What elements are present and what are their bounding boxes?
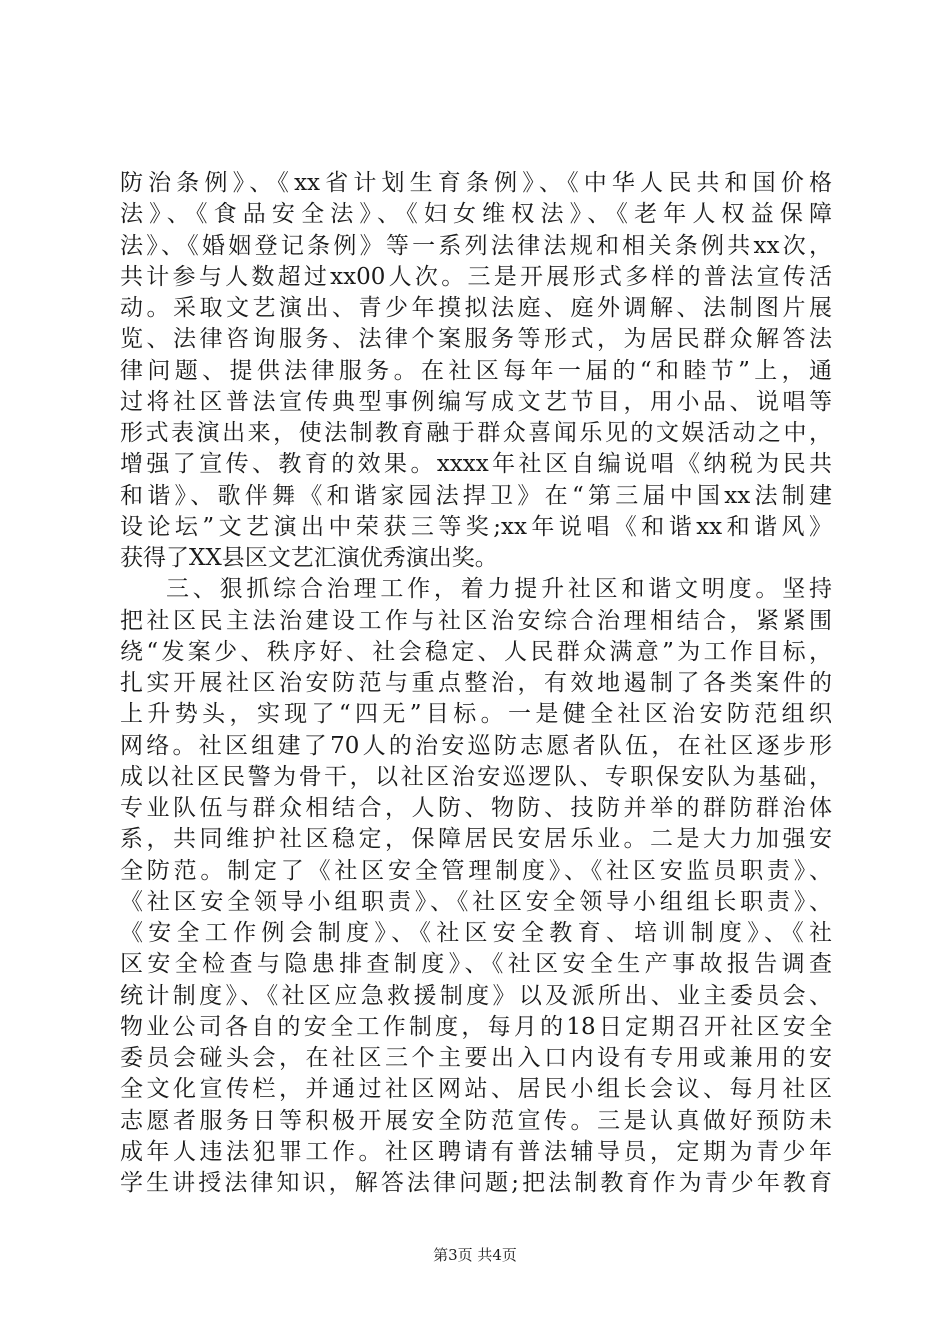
text-line: 成以社区民警为骨干，以社区治安巡逻队、专职保安队为基础，: [120, 763, 832, 790]
text-line: 专业队伍与群众相结合，人防、物防、技防并举的群防群治体: [120, 795, 832, 821]
text-line-paragraph-start: 三、狠抓综合治理工作，着力提升社区和谐文明度。坚持: [166, 576, 832, 603]
text-line: 把社区民主法治建设工作与社区治安综合治理相结合，紧紧围: [120, 607, 832, 634]
text-line: 《社区安全领导小组职责》、《社区安全领导小组组长职责》、: [120, 888, 832, 915]
text-line: 动。采取文艺演出、青少年摸拟法庭、庭外调解、法制图片展: [120, 295, 832, 321]
text-line: 法》、《食品安全法》、《妇女维权法》、《老年人权益保障: [120, 201, 832, 228]
page-number-label: 第3页 共4页: [433, 1246, 517, 1264]
text-line: 防治条例》、《xx省计划生育条例》、《中华人民共和国价格: [120, 170, 832, 196]
text-line: 法》、《婚姻登记条例》等一系列法律法规和相关条例共xx次，: [120, 232, 832, 259]
text-line: 形式表演出来，使法制教育融于群众喜闻乐见的文娱活动之中，: [120, 420, 832, 446]
text-line: 扎实开展社区治安防范与重点整治，有效地遏制了各类案件的: [120, 670, 832, 696]
text-line: 网络。社区组建了70人的治安巡防志愿者队伍，在社区逐步形: [120, 732, 832, 759]
text-line: 统计制度》、《社区应急救援制度》以及派所出、业主委员会、: [120, 982, 832, 1009]
text-line: 上升势头，实现了“四无”目标。一是健全社区治安防范组织: [120, 701, 832, 728]
text-line: 增强了宣传、教育的效果。xxxx年社区自编说唱《纳税为民共: [120, 451, 832, 478]
text-line: 获得了XX县区文艺汇演优秀演出奖。: [120, 545, 498, 571]
text-line: 物业公司各自的安全工作制度，每月的18日定期召开社区安全: [120, 1013, 832, 1040]
text-line: 委员会碰头会，在社区三个主要出入口内设有专用或兼用的安: [120, 1045, 832, 1071]
text-line: 系，共同维护社区稳定，保障居民安居乐业。二是大力加强安: [120, 826, 832, 853]
text-line: 学生讲授法律知识，解答法律问题;把法制教育作为青少年教育: [120, 1170, 832, 1196]
text-line: 全文化宣传栏，并通过社区网站、居民小组长会议、每月社区: [120, 1076, 832, 1103]
text-line: 律问题、提供法律服务。在社区每年一届的“和睦节”上，通: [120, 357, 832, 384]
text-line: 全防范。制定了《社区安全管理制度》、《社区安监员职责》、: [120, 857, 832, 884]
text-line: 共计参与人数超过xx00人次。三是开展形式多样的普法宣传活: [120, 263, 832, 290]
text-line: 和谐》、歌伴舞《和谐家园法捍卫》在“第三届中国xx法制建: [120, 482, 832, 509]
page-footer: [0, 1244, 950, 1266]
text-line: 览、法律咨询服务、法律个案服务等形式，为居民群众解答法: [120, 326, 832, 353]
text-line: 《安全工作例会制度》、《社区安全教育、培训制度》、《社: [120, 920, 832, 946]
text-line: 绕“发案少、秩序好、社会稳定、人民群众满意”为工作目标，: [120, 638, 832, 665]
document-body: [120, 168, 832, 1199]
text-line: 过将社区普法宣传典型事例编写成文艺节目，用小品、说唱等: [120, 388, 832, 415]
text-line: 成年人违法犯罪工作。社区聘请有普法辅导员，定期为青少年: [120, 1138, 832, 1165]
text-line: 志愿者服务日等积极开展安全防范宣传。三是认真做好预防未: [120, 1107, 832, 1134]
text-line: 设论坛”文艺演出中荣获三等奖;xx年说唱《和谐xx和谐风》: [120, 513, 832, 540]
text-line: 区安全检查与隐患排查制度》、《社区安全生产事故报告调查: [120, 951, 832, 978]
